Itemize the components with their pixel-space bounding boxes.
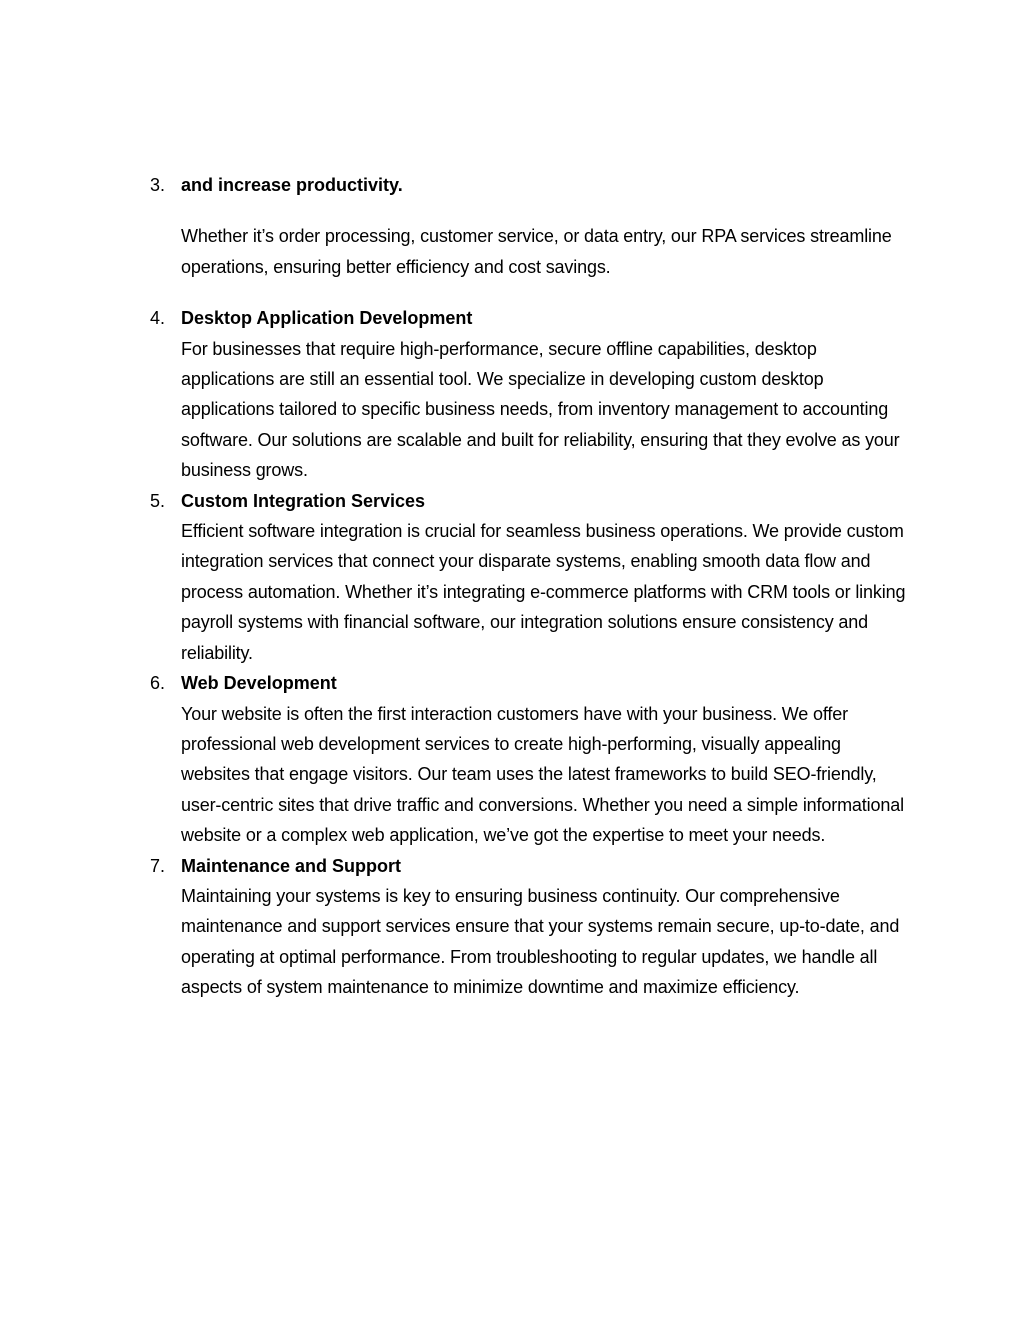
services-list bbox=[0, 170, 1024, 1003]
list-item-heading: Web Development bbox=[181, 673, 337, 694]
list-item-heading: and increase productivity. bbox=[181, 175, 403, 195]
list-item-rpa-continued bbox=[0, 170, 908, 282]
list-item-maintenance-and-support bbox=[0, 851, 908, 1003]
list-item-number: 5. bbox=[150, 490, 166, 511]
list-item-body: Your website is often the first interaction customers have with your business. We offer professional web development services to create high-performing, visually appealing websites that engage visitors. Our team uses the latest frameworks to build SEO-friendly, user-centric sites that drive traffic and conversions. Whether you need a simple informational website or a complex web application, we’ve got the expertise to meet your needs. bbox=[181, 703, 904, 846]
list-item-body: Maintaining your systems is key to ensuring business continuity. Our comprehensive maintenance and support services ensure that your systems remain secure, up-to-date, and operating at optimal performance. From troubleshooting to regular updates, we handle all aspects of system maintenance to minimize downtime and maximize efficiency. bbox=[181, 885, 900, 998]
list-item-desktop-application-development bbox=[0, 303, 908, 485]
list-item-number: 3. bbox=[150, 175, 166, 195]
list-item-heading: Custom Integration Services bbox=[181, 490, 426, 511]
list-item-number: 6. bbox=[150, 673, 166, 694]
list-item-number: 4. bbox=[150, 308, 166, 329]
list-item-web-development bbox=[0, 668, 908, 850]
list-item-number: 7. bbox=[150, 855, 166, 876]
list-item-heading: Maintenance and Support bbox=[181, 855, 402, 876]
list-item-body: Whether it’s order processing, customer service, or data entry, our RPA services streamline operations, ensuring better efficiency and cost savings. bbox=[181, 226, 892, 277]
list-item-body: For businesses that require high-performance, secure offline capabilities, desktop applications are still an essential tool. We specialize in developing custom desktop applications tailored to specific business needs, from inventory management to accounting software. Our solutions are scalable and built for reliability, ensuring that they evolve as your business grows. bbox=[181, 338, 900, 481]
list-item-heading: Desktop Application Development bbox=[181, 308, 473, 329]
list-item-custom-integration-services bbox=[0, 486, 908, 668]
list-item-body: Efficient software integration is crucial for seamless business operations. We provide custom integration services that connect your disparate systems, enabling smooth data flow and process automation. Whether it’s integrating e-commerce platforms with CRM tools or linking payroll systems with financial software, our integration solutions ensure consistency and reliability. bbox=[181, 521, 906, 663]
